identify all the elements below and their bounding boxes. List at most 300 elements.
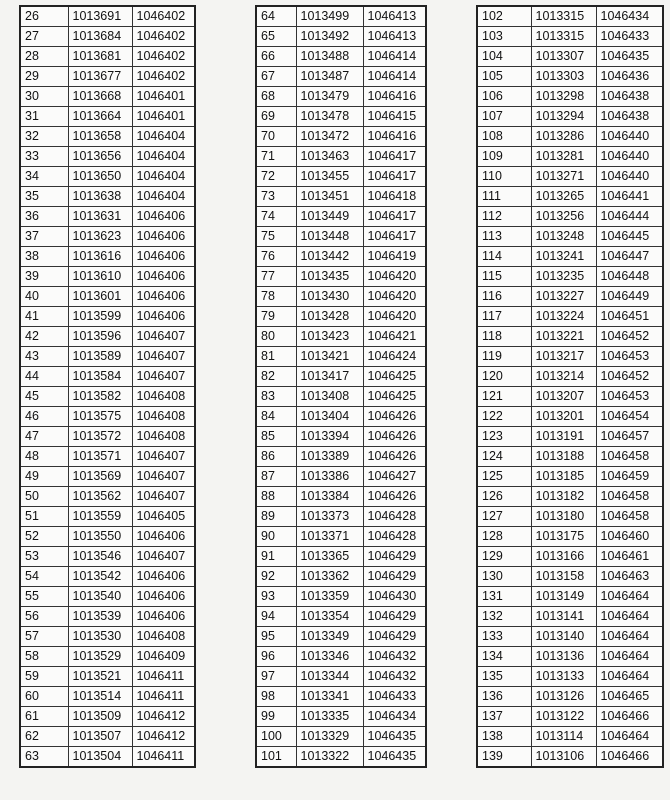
y-coordinate-cell: 1046407 [132, 447, 195, 467]
y-coordinate-cell: 1046404 [132, 187, 195, 207]
y-coordinate-cell: 1046404 [132, 167, 195, 187]
y-coordinate-cell: 1046408 [132, 627, 195, 647]
point-number-cell: 47 [20, 427, 68, 447]
y-coordinate-cell: 1046464 [596, 647, 663, 667]
x-coordinate-cell: 1013188 [531, 447, 596, 467]
table-row [477, 747, 663, 768]
y-coordinate-cell: 1046404 [132, 147, 195, 167]
point-number-cell: 52 [20, 527, 68, 547]
table-row [477, 467, 663, 487]
point-number-cell: 60 [20, 687, 68, 707]
point-number-cell: 115 [477, 267, 531, 287]
y-coordinate-cell: 1046413 [363, 6, 426, 27]
table-row [477, 567, 663, 587]
y-coordinate-cell: 1046402 [132, 47, 195, 67]
point-number-cell: 113 [477, 227, 531, 247]
table-row [256, 527, 426, 547]
x-coordinate-cell: 1013487 [296, 67, 363, 87]
point-number-cell: 43 [20, 347, 68, 367]
x-coordinate-cell: 1013346 [296, 647, 363, 667]
y-coordinate-cell: 1046441 [596, 187, 663, 207]
point-number-cell: 71 [256, 147, 296, 167]
x-coordinate-cell: 1013126 [531, 687, 596, 707]
point-number-cell: 108 [477, 127, 531, 147]
x-coordinate-cell: 1013408 [296, 387, 363, 407]
y-coordinate-cell: 1046425 [363, 387, 426, 407]
point-number-cell: 134 [477, 647, 531, 667]
y-coordinate-cell: 1046425 [363, 367, 426, 387]
table-row [256, 127, 426, 147]
table-row [256, 427, 426, 447]
table-row [256, 487, 426, 507]
y-coordinate-cell: 1046408 [132, 407, 195, 427]
table-row [477, 87, 663, 107]
x-coordinate-cell: 1013114 [531, 727, 596, 747]
point-number-cell: 117 [477, 307, 531, 327]
point-number-cell: 112 [477, 207, 531, 227]
table-row [256, 607, 426, 627]
point-number-cell: 102 [477, 6, 531, 27]
x-coordinate-cell: 1013507 [68, 727, 132, 747]
point-number-cell: 101 [256, 747, 296, 768]
y-coordinate-cell: 1046407 [132, 467, 195, 487]
x-coordinate-cell: 1013235 [531, 267, 596, 287]
table-row [20, 307, 195, 327]
x-coordinate-cell: 1013599 [68, 307, 132, 327]
x-coordinate-cell: 1013149 [531, 587, 596, 607]
y-coordinate-cell: 1046453 [596, 347, 663, 367]
y-coordinate-cell: 1046420 [363, 307, 426, 327]
point-number-cell: 31 [20, 107, 68, 127]
x-coordinate-cell: 1013664 [68, 107, 132, 127]
table-row [256, 307, 426, 327]
y-coordinate-cell: 1046434 [363, 707, 426, 727]
y-coordinate-cell: 1046444 [596, 207, 663, 227]
x-coordinate-cell: 1013224 [531, 307, 596, 327]
table-row [256, 187, 426, 207]
point-number-cell: 137 [477, 707, 531, 727]
point-number-cell: 130 [477, 567, 531, 587]
point-number-cell: 119 [477, 347, 531, 367]
point-number-cell: 66 [256, 47, 296, 67]
point-number-cell: 124 [477, 447, 531, 467]
y-coordinate-cell: 1046420 [363, 287, 426, 307]
y-coordinate-cell: 1046458 [596, 487, 663, 507]
y-coordinate-cell: 1046445 [596, 227, 663, 247]
point-number-cell: 45 [20, 387, 68, 407]
x-coordinate-cell: 1013241 [531, 247, 596, 267]
y-coordinate-cell: 1046402 [132, 6, 195, 27]
table-row [256, 387, 426, 407]
y-coordinate-cell: 1046426 [363, 447, 426, 467]
table-row [20, 587, 195, 607]
table-row [20, 487, 195, 507]
point-number-cell: 111 [477, 187, 531, 207]
x-coordinate-cell: 1013448 [296, 227, 363, 247]
y-coordinate-cell: 1046402 [132, 67, 195, 87]
table-row [20, 707, 195, 727]
table-body [256, 6, 426, 767]
y-coordinate-cell: 1046416 [363, 87, 426, 107]
point-number-cell: 109 [477, 147, 531, 167]
table-row [20, 647, 195, 667]
y-coordinate-cell: 1046415 [363, 107, 426, 127]
coordinates-table-1 [19, 5, 196, 768]
table-row [477, 407, 663, 427]
table-row [477, 527, 663, 547]
y-coordinate-cell: 1046405 [132, 507, 195, 527]
x-coordinate-cell: 1013499 [296, 6, 363, 27]
table-row [477, 27, 663, 47]
point-number-cell: 129 [477, 547, 531, 567]
y-coordinate-cell: 1046429 [363, 627, 426, 647]
point-number-cell: 33 [20, 147, 68, 167]
point-number-cell: 131 [477, 587, 531, 607]
y-coordinate-cell: 1046434 [596, 6, 663, 27]
point-number-cell: 85 [256, 427, 296, 447]
point-number-cell: 63 [20, 747, 68, 768]
x-coordinate-cell: 1013140 [531, 627, 596, 647]
x-coordinate-cell: 1013601 [68, 287, 132, 307]
point-number-cell: 104 [477, 47, 531, 67]
y-coordinate-cell: 1046407 [132, 367, 195, 387]
x-coordinate-cell: 1013180 [531, 507, 596, 527]
table-row [477, 347, 663, 367]
x-coordinate-cell: 1013451 [296, 187, 363, 207]
x-coordinate-cell: 1013227 [531, 287, 596, 307]
y-coordinate-cell: 1046424 [363, 347, 426, 367]
y-coordinate-cell: 1046417 [363, 227, 426, 247]
table-row [20, 727, 195, 747]
point-number-cell: 89 [256, 507, 296, 527]
x-coordinate-cell: 1013136 [531, 647, 596, 667]
point-number-cell: 40 [20, 287, 68, 307]
table-row [20, 167, 195, 187]
point-number-cell: 87 [256, 467, 296, 487]
point-number-cell: 135 [477, 667, 531, 687]
table-row [477, 47, 663, 67]
y-coordinate-cell: 1046440 [596, 147, 663, 167]
y-coordinate-cell: 1046404 [132, 127, 195, 147]
x-coordinate-cell: 1013294 [531, 107, 596, 127]
y-coordinate-cell: 1046463 [596, 567, 663, 587]
y-coordinate-cell: 1046466 [596, 747, 663, 768]
y-coordinate-cell: 1046412 [132, 707, 195, 727]
y-coordinate-cell: 1046406 [132, 287, 195, 307]
x-coordinate-cell: 1013540 [68, 587, 132, 607]
x-coordinate-cell: 1013569 [68, 467, 132, 487]
table-row [20, 127, 195, 147]
x-coordinate-cell: 1013658 [68, 127, 132, 147]
point-number-cell: 123 [477, 427, 531, 447]
y-coordinate-cell: 1046426 [363, 427, 426, 447]
y-coordinate-cell: 1046464 [596, 667, 663, 687]
x-coordinate-cell: 1013286 [531, 127, 596, 147]
point-number-cell: 126 [477, 487, 531, 507]
y-coordinate-cell: 1046432 [363, 667, 426, 687]
x-coordinate-cell: 1013616 [68, 247, 132, 267]
point-number-cell: 94 [256, 607, 296, 627]
table-row [477, 447, 663, 467]
table-row [256, 507, 426, 527]
table-row [20, 47, 195, 67]
y-coordinate-cell: 1046435 [363, 727, 426, 747]
table-row [477, 227, 663, 247]
y-coordinate-cell: 1046460 [596, 527, 663, 547]
x-coordinate-cell: 1013341 [296, 687, 363, 707]
table-row [20, 447, 195, 467]
table-row [477, 607, 663, 627]
x-coordinate-cell: 1013133 [531, 667, 596, 687]
y-coordinate-cell: 1046426 [363, 487, 426, 507]
table-row [20, 367, 195, 387]
y-coordinate-cell: 1046429 [363, 547, 426, 567]
table-row [477, 6, 663, 27]
x-coordinate-cell: 1013248 [531, 227, 596, 247]
table-body [20, 6, 195, 767]
table-row [256, 467, 426, 487]
table-row [20, 387, 195, 407]
x-coordinate-cell: 1013638 [68, 187, 132, 207]
x-coordinate-cell: 1013362 [296, 567, 363, 587]
table-row [20, 67, 195, 87]
table-row [477, 267, 663, 287]
x-coordinate-cell: 1013589 [68, 347, 132, 367]
table-row [20, 507, 195, 527]
y-coordinate-cell: 1046417 [363, 207, 426, 227]
x-coordinate-cell: 1013423 [296, 327, 363, 347]
y-coordinate-cell: 1046407 [132, 327, 195, 347]
table-row [20, 187, 195, 207]
x-coordinate-cell: 1013307 [531, 47, 596, 67]
table-row [20, 427, 195, 447]
x-coordinate-cell: 1013575 [68, 407, 132, 427]
y-coordinate-cell: 1046401 [132, 107, 195, 127]
table-row [256, 687, 426, 707]
point-number-cell: 92 [256, 567, 296, 587]
table-row [477, 247, 663, 267]
y-coordinate-cell: 1046464 [596, 607, 663, 627]
y-coordinate-cell: 1046438 [596, 107, 663, 127]
table-row [20, 287, 195, 307]
y-coordinate-cell: 1046452 [596, 327, 663, 347]
y-coordinate-cell: 1046407 [132, 547, 195, 567]
y-coordinate-cell: 1046406 [132, 587, 195, 607]
table-row [256, 107, 426, 127]
y-coordinate-cell: 1046464 [596, 587, 663, 607]
x-coordinate-cell: 1013559 [68, 507, 132, 527]
point-number-cell: 118 [477, 327, 531, 347]
x-coordinate-cell: 1013349 [296, 627, 363, 647]
x-coordinate-cell: 1013521 [68, 667, 132, 687]
x-coordinate-cell: 1013631 [68, 207, 132, 227]
x-coordinate-cell: 1013207 [531, 387, 596, 407]
table-row [20, 147, 195, 167]
y-coordinate-cell: 1046428 [363, 527, 426, 547]
table-row [477, 167, 663, 187]
y-coordinate-cell: 1046432 [363, 647, 426, 667]
table-row [256, 27, 426, 47]
table-row [256, 6, 426, 27]
table-row [20, 27, 195, 47]
point-number-cell: 99 [256, 707, 296, 727]
x-coordinate-cell: 1013546 [68, 547, 132, 567]
table-row [477, 707, 663, 727]
table-row [256, 47, 426, 67]
x-coordinate-cell: 1013122 [531, 707, 596, 727]
x-coordinate-cell: 1013182 [531, 487, 596, 507]
point-number-cell: 46 [20, 407, 68, 427]
y-coordinate-cell: 1046461 [596, 547, 663, 567]
x-coordinate-cell: 1013404 [296, 407, 363, 427]
y-coordinate-cell: 1046417 [363, 167, 426, 187]
table-row [477, 687, 663, 707]
table-row [477, 127, 663, 147]
point-number-cell: 44 [20, 367, 68, 387]
y-coordinate-cell: 1046457 [596, 427, 663, 447]
x-coordinate-cell: 1013681 [68, 47, 132, 67]
y-coordinate-cell: 1046406 [132, 607, 195, 627]
point-number-cell: 42 [20, 327, 68, 347]
table-row [256, 147, 426, 167]
table-row [256, 327, 426, 347]
y-coordinate-cell: 1046458 [596, 447, 663, 467]
x-coordinate-cell: 1013421 [296, 347, 363, 367]
point-number-cell: 91 [256, 547, 296, 567]
table-row [477, 207, 663, 227]
point-number-cell: 35 [20, 187, 68, 207]
point-number-cell: 30 [20, 87, 68, 107]
point-number-cell: 116 [477, 287, 531, 307]
point-number-cell: 64 [256, 6, 296, 27]
y-coordinate-cell: 1046435 [596, 47, 663, 67]
x-coordinate-cell: 1013488 [296, 47, 363, 67]
y-coordinate-cell: 1046413 [363, 27, 426, 47]
x-coordinate-cell: 1013394 [296, 427, 363, 447]
point-number-cell: 88 [256, 487, 296, 507]
point-number-cell: 57 [20, 627, 68, 647]
table-row [20, 327, 195, 347]
x-coordinate-cell: 1013141 [531, 607, 596, 627]
y-coordinate-cell: 1046411 [132, 687, 195, 707]
point-number-cell: 133 [477, 627, 531, 647]
x-coordinate-cell: 1013623 [68, 227, 132, 247]
table-row [20, 527, 195, 547]
table-row [477, 147, 663, 167]
x-coordinate-cell: 1013478 [296, 107, 363, 127]
table-row [20, 347, 195, 367]
point-number-cell: 75 [256, 227, 296, 247]
table-row [256, 367, 426, 387]
y-coordinate-cell: 1046406 [132, 527, 195, 547]
y-coordinate-cell: 1046406 [132, 207, 195, 227]
point-number-cell: 61 [20, 707, 68, 727]
point-number-cell: 70 [256, 127, 296, 147]
point-number-cell: 80 [256, 327, 296, 347]
x-coordinate-cell: 1013449 [296, 207, 363, 227]
y-coordinate-cell: 1046416 [363, 127, 426, 147]
point-number-cell: 132 [477, 607, 531, 627]
table-row [256, 267, 426, 287]
y-coordinate-cell: 1046417 [363, 147, 426, 167]
table-row [256, 727, 426, 747]
table-row [477, 187, 663, 207]
y-coordinate-cell: 1046409 [132, 647, 195, 667]
point-number-cell: 82 [256, 367, 296, 387]
table-row [20, 6, 195, 27]
point-number-cell: 127 [477, 507, 531, 527]
y-coordinate-cell: 1046407 [132, 487, 195, 507]
point-number-cell: 93 [256, 587, 296, 607]
point-number-cell: 76 [256, 247, 296, 267]
table-row [477, 727, 663, 747]
x-coordinate-cell: 1013335 [296, 707, 363, 727]
point-number-cell: 128 [477, 527, 531, 547]
y-coordinate-cell: 1046447 [596, 247, 663, 267]
point-number-cell: 121 [477, 387, 531, 407]
point-number-cell: 54 [20, 567, 68, 587]
y-coordinate-cell: 1046466 [596, 707, 663, 727]
y-coordinate-cell: 1046414 [363, 47, 426, 67]
y-coordinate-cell: 1046440 [596, 167, 663, 187]
x-coordinate-cell: 1013175 [531, 527, 596, 547]
point-number-cell: 78 [256, 287, 296, 307]
table-row [256, 447, 426, 467]
y-coordinate-cell: 1046419 [363, 247, 426, 267]
x-coordinate-cell: 1013201 [531, 407, 596, 427]
x-coordinate-cell: 1013684 [68, 27, 132, 47]
table-row [20, 747, 195, 768]
y-coordinate-cell: 1046429 [363, 567, 426, 587]
x-coordinate-cell: 1013463 [296, 147, 363, 167]
table-row [20, 407, 195, 427]
table-row [256, 547, 426, 567]
y-coordinate-cell: 1046406 [132, 247, 195, 267]
point-number-cell: 122 [477, 407, 531, 427]
x-coordinate-cell: 1013492 [296, 27, 363, 47]
x-coordinate-cell: 1013435 [296, 267, 363, 287]
table-row [20, 607, 195, 627]
point-number-cell: 39 [20, 267, 68, 287]
y-coordinate-cell: 1046402 [132, 27, 195, 47]
point-number-cell: 120 [477, 367, 531, 387]
table-row [20, 627, 195, 647]
point-number-cell: 98 [256, 687, 296, 707]
x-coordinate-cell: 1013158 [531, 567, 596, 587]
table-row [477, 387, 663, 407]
table-row [477, 667, 663, 687]
x-coordinate-cell: 1013384 [296, 487, 363, 507]
point-number-cell: 90 [256, 527, 296, 547]
x-coordinate-cell: 1013610 [68, 267, 132, 287]
x-coordinate-cell: 1013479 [296, 87, 363, 107]
x-coordinate-cell: 1013442 [296, 247, 363, 267]
table-row [256, 227, 426, 247]
x-coordinate-cell: 1013539 [68, 607, 132, 627]
coordinates-table-2 [255, 5, 427, 768]
x-coordinate-cell: 1013373 [296, 507, 363, 527]
point-number-cell: 38 [20, 247, 68, 267]
point-number-cell: 72 [256, 167, 296, 187]
x-coordinate-cell: 1013455 [296, 167, 363, 187]
point-number-cell: 26 [20, 6, 68, 27]
y-coordinate-cell: 1046406 [132, 227, 195, 247]
table-row [477, 507, 663, 527]
table-row [20, 687, 195, 707]
x-coordinate-cell: 1013191 [531, 427, 596, 447]
x-coordinate-cell: 1013650 [68, 167, 132, 187]
y-coordinate-cell: 1046414 [363, 67, 426, 87]
